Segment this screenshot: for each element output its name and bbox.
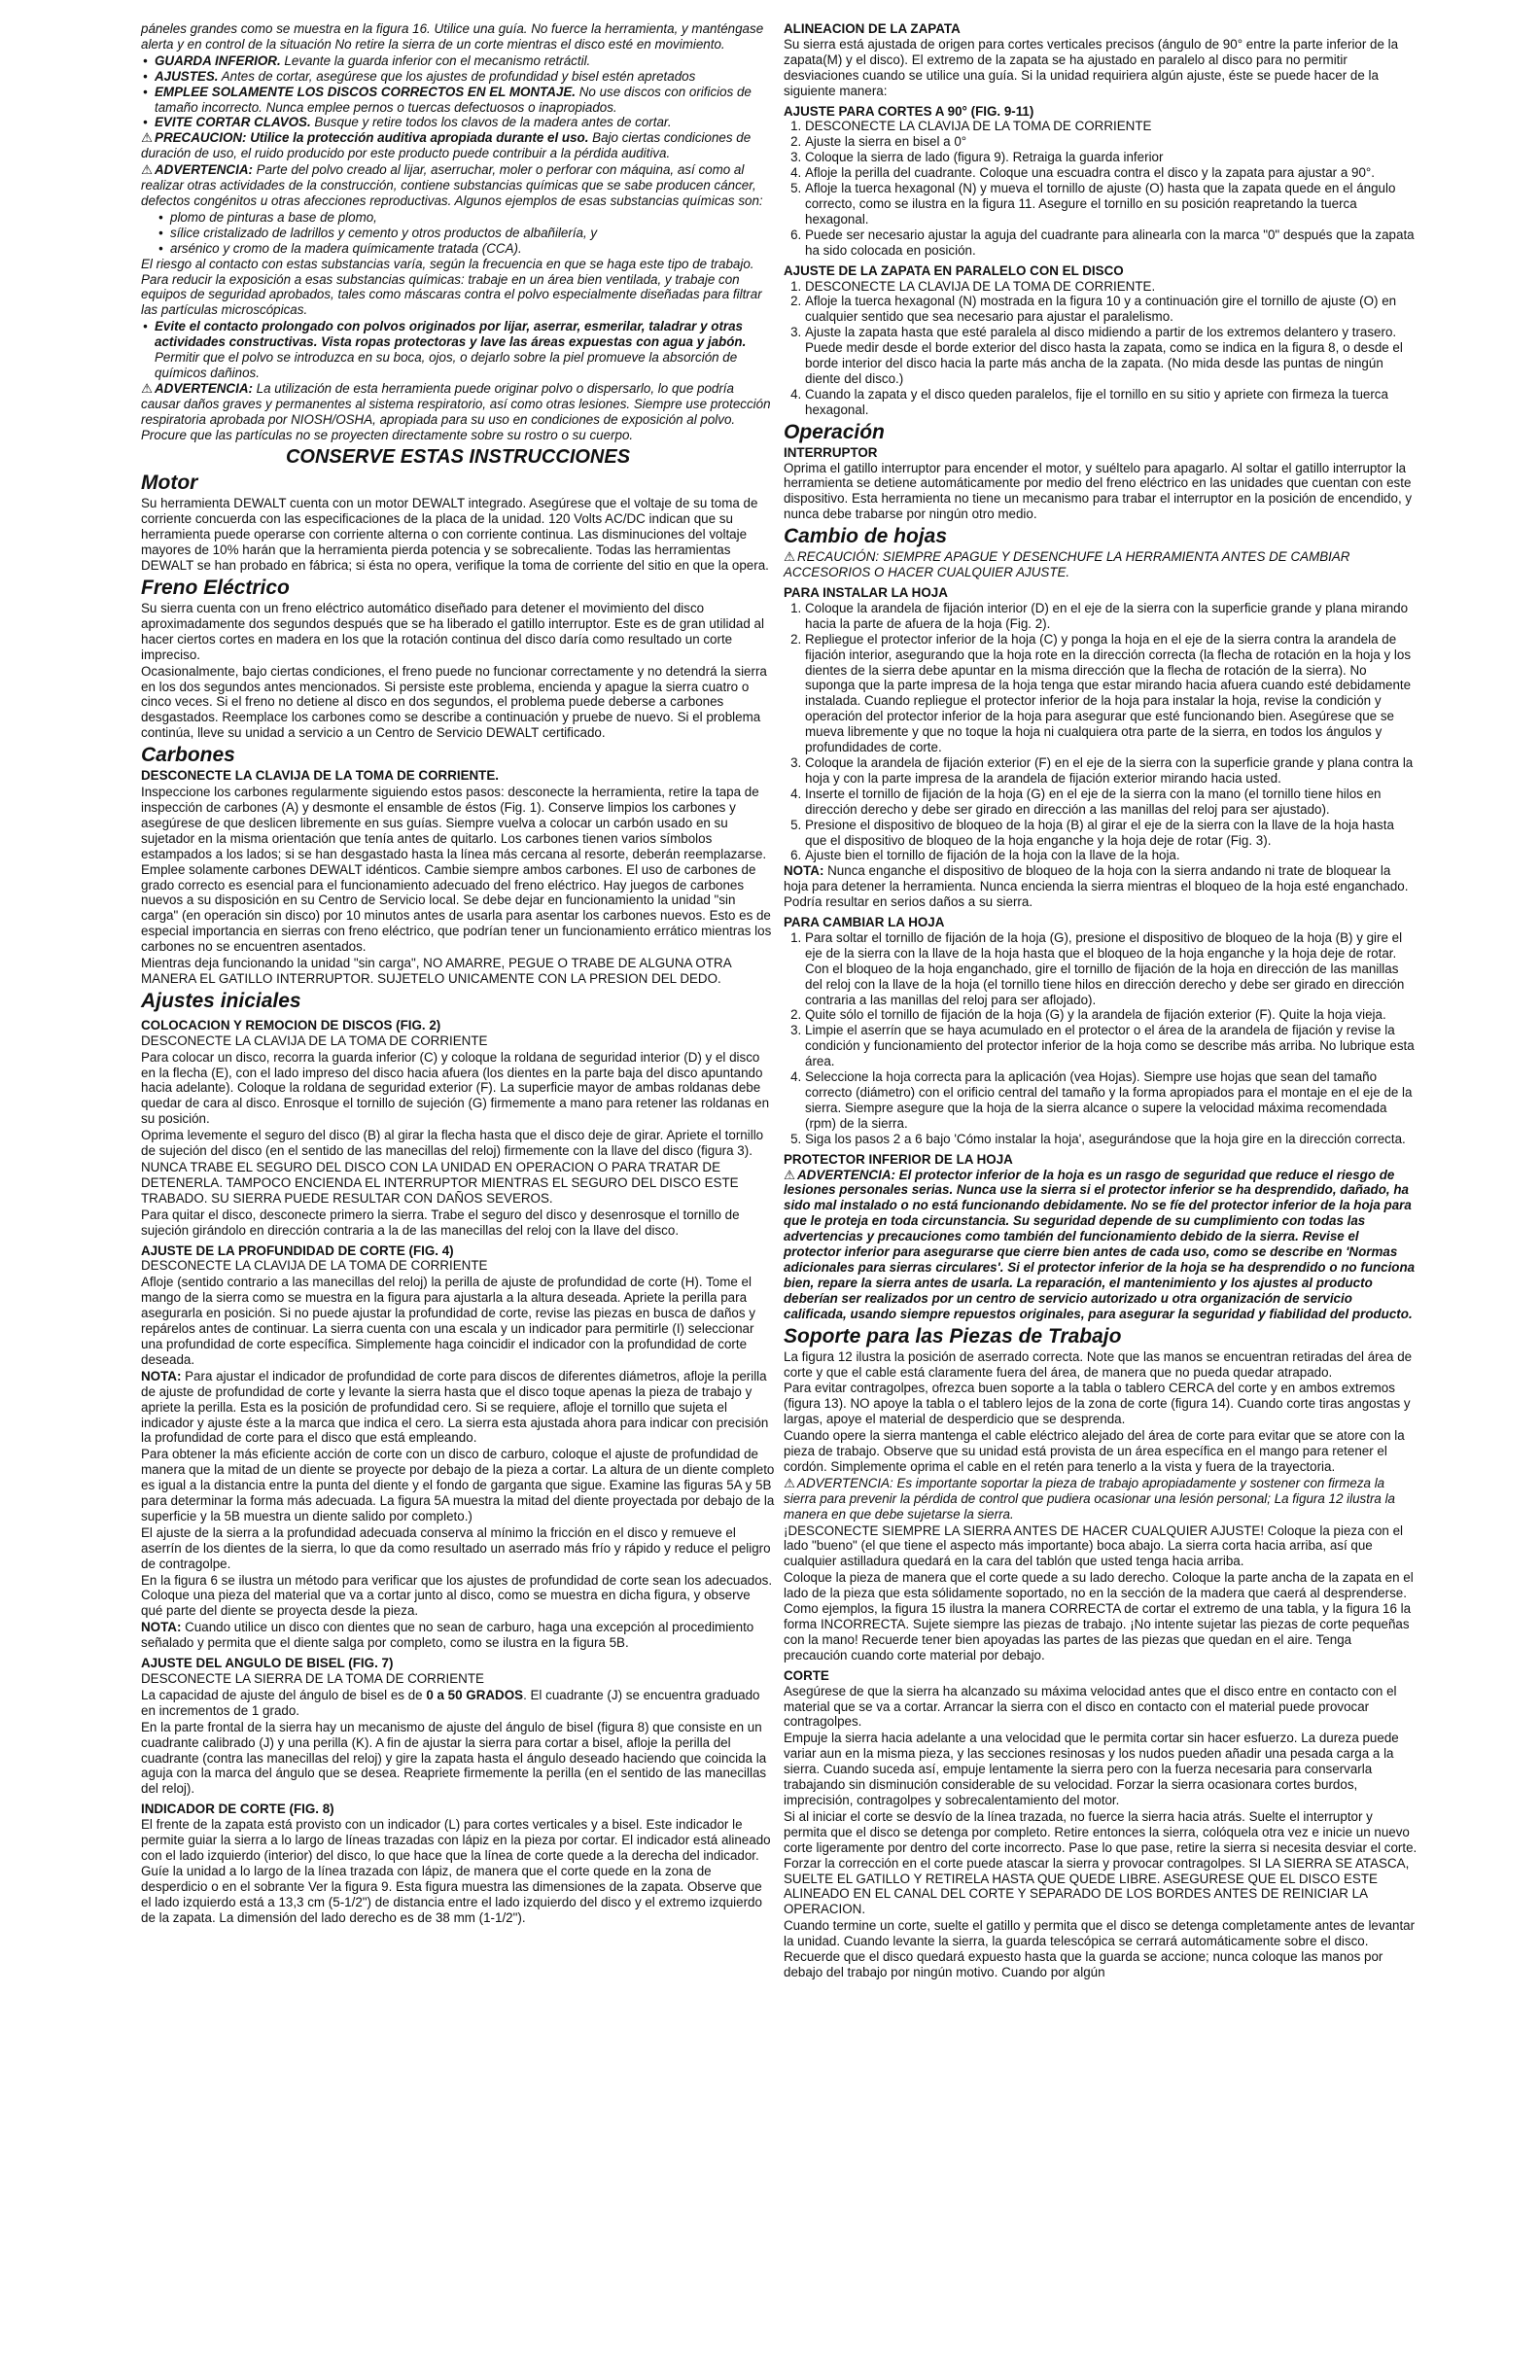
cut-indicator-p: El frente de la zapata está provisto con un indicador (L) para cortes verticales y a bisel. Este indicador le permite guiar la sierra a lo largo de líneas trazadas con lápiz en la pieza por cortar. El indicador está alineado con el lado izquierdo (interior) del disco, lo que hace que la línea de corte quede a la derecha del indicador. Guíe la unidad a lo largo de la línea trazada con lápiz, de manera que el corte quede en la zona de desperdicio o en el sobrante Ver la figura 9. Esta figura muestra las dimensiones de la zapata. Observe que el lado izquierdo está a 13,3 cm (5-1/2") de distancia entre el lado izquierdo del disco y el extremo izquierdo de la zapata. La dimensión del lado derecho es de 38 mm (1-1/2"). <box>141 1817 771 1925</box>
bullet-item: • AJUSTES. Antes de cortar, asegúrese que los ajustes de profundidad y bisel estén apretados <box>155 69 775 85</box>
brake-paragraph-1: Su sierra cuenta con un freno eléctrico automático diseñado para detener el movimiento del disco aproximadamente dos segundos después que se ha liberado el gatillo interruptor. Este es de gran utilidad al hacer ciertos cortes en madera en los que la rotación continua del disco daría como resultado un corte impreciso. <box>141 601 764 662</box>
left-column <box>141 21 775 1927</box>
depth-p2: Para obtener la más eficiente acción de corte con un disco de carburo, coloque el ajuste de profundidad de manera que la mitad de un diente se proyecte por debajo de la pieza a cortar. La altura de un diente completo es igual a la distancia entre la punta del diente y el fondo de garganta que sigue. Examine las figuras 5A y 5B para determinar la forma más adecuada. La figura 5A muestra la mitad del diente proyectada por debajo de la superficie y la 5B muestra un diente salido por completo.) <box>141 1447 775 1523</box>
depth-p4: En la figura 6 se ilustra un método para verificar que los ajustes de profundidad de corte sean los adecuados. Coloque una pieza del material que va a cortar junto al disco, como se muestra en dicha figura, y observe qué parte del diente se proyecta desde la pieza. <box>141 1572 773 1619</box>
operation-heading: Operación <box>784 420 885 443</box>
bullet-item: • GUARDA INFERIOR. Levante la guarda inferior con el mecanismo retráctil. <box>155 53 775 69</box>
depth-sub: DESCONECTE LA CLAVIJA DE LA TOMA DE CORRIENTE <box>141 1258 488 1274</box>
intro-continuation: páneles grandes como se muestra en la figura 16. Utilice una guía. No fuerce la herramienta, y manténgase alerta y en control de la situación No retire la sierra de un corte mientras el disco esté en movimiento. <box>141 21 764 52</box>
chemical-item: • plomo de pinturas a base de plomo, <box>170 210 775 226</box>
brushes-paragraph-2: Mientras deja funcionando la unidad "sin carga", NO AMARRE, PEGUE O TRABE DE ALGUNA OTRA MANERA EL GATILLO INTERRUPTOR. SUJETELO UNICAMENTE CON LA PRESION DEL DEDO. <box>141 956 731 986</box>
motor-heading: Motor <box>141 472 198 495</box>
list-item: 3. Ajuste la zapata hasta que esté paralela al disco midiendo a partir de los extremos delantero y trasero. Puede medir desde el borde exterior del disco hasta la zapata, como se indica en la figura 8, o desde el borde interior del disco hacia la parte más ancha de la zapata. (No mida desde las puntas de ningún diente del disco.) <box>805 325 1418 387</box>
list-item: 2. Afloje la tuerca hexagonal (N) mostrada en la figura 10 y a continuación gire el tornillo de ajuste (O) en cualquier sentido que sea necesario para ajustar el paralelismo. <box>805 294 1418 325</box>
list-item: 2. Quite sólo el tornillo de fijación de la hoja (G) y la arandela de fijación exterior (F). Quite la hoja vieja. <box>805 1007 1418 1023</box>
depth-p3: El ajuste de la sierra a la profundidad adecuada conserva al mínimo la fricción en el disco y remueve el aserrín de los dientes de la sierra, lo que da como resultado un aserrado más frío y rápido y reduce el peligro de contragolpe. <box>141 1524 771 1571</box>
chemical-list <box>141 210 775 257</box>
workpiece-support-heading: Soporte para las Piezas de Trabajo <box>784 1324 1122 1348</box>
list-item: 1. Coloque la arandela de fijación interior (D) en el eje de la sierra con la superficie grande y plana mirando hacia la parte de afuera de la hoja (Fig. 2). <box>805 601 1418 632</box>
list-item: 4. Inserte el tornillo de fijación de la hoja (G) en el eje de la sierra con la mano (el tornillo tiene hilos en dirección derecho y debe ser girado en dirección a las manillas del reloj para ser ajustado). <box>805 787 1418 818</box>
blade-install-p3: NUNCA TRABE EL SEGURO DEL DISCO CON LA UNIDAD EN OPERACION O PARA TRATAR DE DETENERLA. TAMPOCO ENCIENDA EL INTERRUPTOR MIENTRAS EL SEGURO DEL DISCO ESTE TRABADO. SU SIERRA PUEDE RESULTAR CON DAÑOS SEVEROS. <box>141 1160 739 1206</box>
shoe-alignment-p: Su sierra está ajustada de origen para cortes verticales precisos (ángulo de 90° entre la parte inferior de la zapata(M) y el disco). El extremo de la zapata se ha ajustado en paralelo al disco para no permitir desviaciones cuando se utilice una guía. Si la unidad requiriera algún ajuste, éste se puede hacer de la siguiente manera: <box>784 36 1399 98</box>
depth-note: NOTA: Para ajustar el indicador de profundidad de corte para discos de diferentes diámetros, afloje la perilla de ajuste de profundidad de corte y levante la sierra hasta que el disco toque apenas la pieza de trabajo y apriete la perilla. Esta es la posición de profundidad cero. Si se requiere, afloje el tornillo que sujeta el indicador y ajuste éste a la marca que indica el cero. La sierra esta ajustada ahora para indicar con precisión la profundidad de corte para el disco que está empleando. <box>141 1368 769 1446</box>
change-blade-heading: PARA CAMBIAR LA HOJA <box>784 915 945 930</box>
adjustments-heading: Ajustes iniciales <box>141 989 301 1012</box>
bevel-sub: DESCONECTE LA SIERRA DE LA TOMA DE CORRIENTE <box>141 1671 484 1686</box>
switch-heading: INTERRUPTOR <box>784 444 878 460</box>
cutting-heading: CORTE <box>784 1667 829 1683</box>
bevel-p1: La capacidad de ajuste del ángulo de bisel es de 0 a 50 GRADOS. El cuadrante (J) se encuentra graduado en incrementos de 1 grado. <box>141 1687 760 1718</box>
list-item: 2. Ajuste la sierra en bisel a 0° <box>805 134 1418 150</box>
list-item: 4. Afloje la perilla del cuadrante. Coloque una escuadra contra el disco y la zapata para ajustar a 90°. <box>805 165 1418 181</box>
list-item: 1. Para soltar el tornillo de fijación de la hoja (G), presione el dispositivo de bloqueo de la hoja (B) y gire el eje de la sierra con la llave de la hoja hasta que el bloqueo de la hoja enganche y la hoja deje de rotar. Con el bloqueo de la hoja enganchado, gire el tornillo de fijación de la hoja en dirección de las manillas del reloj con la llave de la hoja (el tornillo tiene hilos en dirección derecho y debe ser girado en dirección contraria a las manillas del reloj para ser aflojado). <box>805 930 1418 1008</box>
lower-guard-warning: ⚠ ADVERTENCIA: El protector inferior de la hoja es un rasgo de seguridad que reduce el riesgo de lesiones personales serias. Nunca use la sierra si el protector inferior se ha desprendido, dañado, ha sido mal instalado o no está funcionando debidamente. No se fíe del protector inferior de la hoja para que le proteja en toda circunstancia. Su seguridad depende de su cumplimiento con todas las advertencias y precauciones como también del funcionamiento debido de la sierra. Revise el protector inferior para asegurarse que cierre bien antes de cada uso, como se describe en 'Normas adicionales para sierras circulares'. Si el protector inferior de la hoja se ha desprendido o no funciona bien, repare la sierra antes de usarla. La reparación, el mantenimiento y los ajustes al producto deberían ser realizados por un centro de servicio autorizado u otra organización de servicio calificada, usando siempre repuestos originales, para asegurar la seguridad y fiabilidad del producto. <box>784 1168 1418 1322</box>
cutting-p3: Si al iniciar el corte se desvío de la línea trazada, no fuerce la sierra hacia atrás. Suelte el interruptor y permita que el disco se detenga por completo. Retire entonces la sierra, colóquela otra vez e inicie un nuevo corte ligeramente por dentro del corte incorrecto. Pase lo que pase, retire la sierra si necesita desviar el corte. Forzar la corrección en el corte puede atascar la sierra y provocar contragolpes. SI LA SIERRA SE ATASCA, SUELTE EL GATILLO Y RETIRELA HASTA QUE QUEDE LIBRE. ASEGURESE QUE EL DISCO ESTE ALINEADO EN EL CANAL DEL CORTE Y SEPARADO DE LOS BORDES ANTES DE REINICIAR LA OPERACION. <box>784 1808 1418 1917</box>
warning-icon-precaucion: ⚠ PRECAUCION: Utilice la protección auditiva apropiada durante el uso. <box>141 130 588 145</box>
list-item: 6. Puede ser necesario ajustar la aguja del cuadrante para alinearla con la marca "0" después que la zapata ha sido colocada en posición. <box>805 228 1418 259</box>
support-p4: ¡DESCONECTE SIEMPRE LA SIERRA ANTES DE HACER CUALQUIER AJUSTE! Coloque la pieza con el lado "bueno" (el que tiene el aspecto más importante) boca abajo. La sierra corta hacia arriba, así que cualquier astilladura quedará en la cara del tablón que usted tenga hacia arriba. <box>784 1522 1404 1569</box>
warning-paragraph-2: ⚠ ADVERTENCIA: La utilización de esta herramienta puede originar polvo o dispersarlo, lo que podría causar daños graves y permanentes al sistema respiratorio, así como otras lesiones. Siempre use protección respiratoria aprobada por NIOSH/OSHA, apropiada para su uso en condiciones de exposición al polvo. Procure que las partículas no se proyecten directamente sobre su rostro o su cuerpo. <box>141 381 775 443</box>
blade-install-p4: Para quitar el disco, desconecte primero la sierra. Trabe el seguro del disco y desenrosque el tornillo de sujeción girándolo en dirección contraria a la de las manecillas del reloj con la llave del disco. <box>141 1207 740 1238</box>
depth-p1: Afloje (sentido contrario a las manecillas del reloj) la perilla de ajuste de profundidad de corte (H). Tome el mango de la sierra como se muestra en la figura para ajustarla a la altura deseada. Apriete la perilla para asegurarla en posición. Si no puede ajustar la profundidad de corte, revise las piezas en busca de daños y repárelos antes de continuar. La sierra cuenta con una escala y un indicador para permitirle (I) seleccionar una profundidad de corte específica. Simplemente haga coincidir el indicador con la profundidad de corte deseada. <box>141 1275 755 1367</box>
adjust-90-steps <box>784 119 1418 258</box>
list-item: 1. DESCONECTE LA CLAVIJA DE LA TOMA DE CORRIENTE. <box>805 279 1418 295</box>
chemical-item: • arsénico y cromo de la madera químicamente tratada (CCA). <box>170 241 775 257</box>
brushes-heading: Carbones <box>141 744 235 767</box>
shoe-alignment-heading: ALINEACION DE LA ZAPATA <box>784 21 961 36</box>
depth-heading: AJUSTE DE LA PROFUNDIDAD DE CORTE (FIG. 4) <box>141 1242 454 1258</box>
warning-icon-adv1: ⚠ ADVERTENCIA: <box>141 162 253 177</box>
list-item: 4. Cuando la zapata y el disco queden paralelos, fije el tornillo en su sitio y apriete con firmeza la tuerca hexagonal. <box>805 387 1418 418</box>
blade-install-p2: Oprima levemente el seguro del disco (B) al girar la flecha hasta que el disco deje de girar. Apriete el tornillo de sujeción del disco (en el sentido de las manecillas del reloj) firmemente con la llave del disco (figura 3). <box>141 1128 764 1159</box>
chemical-item: • sílice cristalizado de ladrillos y cemento y otros productos de albañilería, y <box>170 226 775 241</box>
lower-guard-heading: PROTECTOR INFERIOR DE LA HOJA <box>784 1151 1013 1167</box>
install-blade-heading: PARA INSTALAR LA HOJA <box>784 585 948 600</box>
motor-paragraph: Su herramienta DEWALT cuenta con un motor DEWALT integrado. Asegúrese que el voltaje de su toma de corriente concuerda con las especificaciones de la placa de la unidad. 120 Volts AC/DC indican que su herramienta puede operarse con corriente alterna o con corriente continua. Las disminuciones del voltaje mayores de 10% harán que la herramienta pierda potencia y se sobrecaliente. Todas las herramientas DEWALT se han probado en fábrica; si ésta no opera, verifique la toma de corriente del sitio en que la opera. <box>141 496 769 574</box>
bullet-item: • EVITE CORTAR CLAVOS. Busque y retire todos los clavos de la madera antes de cortar. <box>155 115 775 130</box>
cutting-p1: Asegúrese de que la sierra ha alcanzado su máxima velocidad antes que el disco entre en contacto con el material que se va a cortar. Arrancar la sierra con el disco en contacto con el material puede provocar contragolpes. <box>784 1683 1397 1730</box>
list-item: 6. Ajuste bien el tornillo de fijación de la hoja con la llave de la hoja. <box>805 848 1418 863</box>
support-p2: Para evitar contragolpes, ofrezca buen soporte a la tabla o tablero CERCA del corte y en ambos extremos (figura 13). NO apoye la tabla o el tablero lejos de la zona de corte (figura 14). Cuando corte tiras angostas y largas, apoye el material de desperdicio que se desprenda. <box>784 1381 1411 1427</box>
install-blade-steps <box>784 601 1418 863</box>
brushes-paragraph-1: Inspeccione los carbones regularmente siguiendo estos pasos: desconecte la herramienta, retire la tapa de inspección de carbones (A) y desmonte el ensamble de éstos (Fig. 1). Conserve limpios los carbones y asegúrese de que deslicen libremente en sus guías. Siempre vuelva a colocar un carbón usado en su sujetador en la misma orientación que tenía antes de quitarlo. Los carbones tienen varios símbolos estampados a los lados; si se han desgastado hasta la línea más cercana al resorte, deberán reemplazarse. Emplee solamente carbones DEWALT idénticos. Cambie siempre ambos carbones. El uso de carbones de grado correcto es esencial para el funcionamiento adecuado del freno eléctrico. Hay juegos de carbones nuevos a su disposición en su Centro de Servicio local. Se debe dejar en funcionamiento la unidad "sin carga" (en operación sin disco) por 10 minutos antes de usarla para asentar los carbones nuevos. Esto es de especial importancia en sierras con freno eléctrico, que podrían tener un funcionamiento errático mientras los carbones no se encuentren asentados. <box>141 785 772 955</box>
precaution-paragraph: ⚠ PRECAUCION: Utilice la protección auditiva apropiada durante el uso. Bajo ciertas condiciones de duración de uso, el ruido producido por este producto puede contribuir a la pérdida auditiva. <box>141 130 775 161</box>
list-item: 3. Coloque la sierra de lado (figura 9). Retraiga la guarda inferior <box>805 150 1418 165</box>
right-column <box>784 21 1418 1981</box>
brake-heading: Freno Eléctrico <box>141 577 290 599</box>
parallel-heading: AJUSTE DE LA ZAPATA EN PARALELO CON EL DISCO <box>784 262 1124 278</box>
install-note: NOTA: Nunca enganche el dispositivo de bloqueo de la hoja con la sierra andando ni trate de bloquear la hoja para detener la herramienta. Nunca encienda la sierra mientras el bloqueo de la hoja esté enganchado. Podría resultar en serios daños a su sierra. <box>784 863 1409 910</box>
blade-install-heading: COLOCACION Y REMOCION DE DISCOS (FIG. 2) <box>141 1017 441 1032</box>
list-item: 4. Seleccione la hoja correcta para la aplicación (vea Hojas). Siempre use hojas que sean del tamaño correcto (diámetro) con el orificio central del tamaño y la forma apropiados para el montaje en el eje de la sierra. Siempre asegure que la hoja de la sierra alcance o supere la velocidad máxima recomendada (rpm) de la sierra. <box>805 1069 1418 1132</box>
risk-paragraph: El riesgo al contacto con estas substancias varía, según la frecuencia en que se haga este tipo de trabajo. Para reducir la exposición a esas substancias químicas: trabaje en un área bien ventilada, y trabaje con equipos de seguridad aprobados, tales como máscaras contra el polvo especialmente diseñadas para filtrar las partículas microscópicas. <box>141 256 762 318</box>
bevel-heading: AJUSTE DEL ANGULO DE BISEL (FIG. 7) <box>141 1656 394 1671</box>
list-item: 5. Afloje la tuerca hexagonal (N) y mueva el tornillo de ajuste (O) hasta que la zapata quede en el ángulo correcto, como se ilustra en la figura 11. Asegure el tornillo en su posición reapretando la tuerca hexagonal. <box>805 181 1418 228</box>
avoid-bullet <box>141 319 775 381</box>
list-item: 5. Presione el dispositivo de bloqueo de la hoja (B) al girar el eje de la sierra con la llave de la hoja hasta que el dispositivo de bloqueo de la hoja enganche y la hoja deje de rotar (Fig. 3). <box>805 818 1418 849</box>
blade-install-sub: DESCONECTE LA CLAVIJA DE LA TOMA DE CORRIENTE <box>141 1032 488 1048</box>
conserve-heading: CONSERVE ESTAS INSTRUCCIONES <box>285 446 631 469</box>
bullet-item: • EMPLEE SOLAMENTE LOS DISCOS CORRECTOS EN EL MONTAJE. No use discos con orificios de tamaño incorrecto. Nunca emplee pernos o tuercas defectuosos o inapropiados. <box>155 85 775 116</box>
cutting-p4: Cuando termine un corte, suelte el gatillo y permita que el disco se detenga completamente antes de levantar la unidad. Cuando levante la sierra, la guarda telescópica se cerrará automáticamente sobre el disco. Recuerde que el disco quedará expuesto hasta que la guarda se accione; nunca coloque las manos por debajo del trabajo por ningún motivo. Cuando por algún <box>784 1918 1416 1979</box>
cutting-p2: Empuje la sierra hacia adelante a una velocidad que le permita cortar sin hacer esfuerzo. La dureza puede variar aun en la misma pieza, y las secciones resinosas y los nudos pueden añadir una pesada carga a la sierra. Cuando suceda así, empuje lentamente la sierra pero con la fuerza necesaria para conservarla trabajando sin disminución considerable de su velocidad. Forzar la sierra ocasionara cortes burdos, imprecisión, contragolpes y sobrecalentamiento del motor. <box>784 1731 1399 1807</box>
warning-icon-adv2: ⚠ ADVERTENCIA: <box>141 381 253 396</box>
switch-p: Oprima el gatillo interruptor para encender el motor, y suéltelo para apagarlo. Al soltar el gatillo interruptor la herramienta se detiene automáticamente por medio del freno eléctrico en las unidades que cuentan con este dispositivo. Esta herramienta no tiene un mecanismo para trabar el interruptor en la posición de encendido, y nunca debe trabarse por ningún otro medio. <box>784 460 1413 522</box>
parallel-steps <box>784 279 1418 418</box>
support-warning: ⚠ ADVERTENCIA: Es importante soportar la pieza de trabajo apropiadamente y sostener con firmeza la sierra para prevenir la pérdida de control que pudiera ocasionar una lesión personal; La figura 12 ilustra la manera en que debe sujetarse la sierra. <box>784 1476 1418 1522</box>
list-item: 1. DESCONECTE LA CLAVIJA DE LA TOMA DE CORRIENTE <box>805 119 1418 134</box>
brake-paragraph-2: Ocasionalmente, bajo ciertas condiciones, el freno puede no funcionar correctamente y no detendrá la sierra en los dos segundos antes mencionados. Si persiste este problema, encienda y apague la sierra cuatro o cinco veces. Si el freno no detiene al disco en dos segundos, el problema puede deberse a carbones desgastados. Reemplace los carbones como se describe a continuación y pruebe de nuevo. Si el problema continúa, lleve su unidad a servicio a un Centro de Servicio DEWALT certificado. <box>141 663 767 741</box>
support-p3: Cuando opere la sierra mantenga el cable eléctrico alejado del área de corte para evitar que se atore con la pieza de trabajo. Observe que su unidad está provista de un área específica en el mango para retener el cordón. Simplemente oprima el cable en el retén para tenerlo a la vista y fuera de la trayectoria. <box>784 1428 1405 1474</box>
brushes-subheading: DESCONECTE LA CLAVIJA DE LA TOMA DE CORRIENTE. <box>141 768 500 784</box>
list-item: 3. Coloque la arandela de fijación exterior (F) en el eje de la sierra con la superficie grande y plana contra la hoja y con la parte impresa de la arandela de fijación exterior mirando hacia usted. <box>805 755 1418 787</box>
warning-paragraph-1: ⚠ ADVERTENCIA: Parte del polvo creado al lijar, aserruchar, moler o perforar con máquina, así como al realizar otras actividades de la construcción, contiene substancias químicas que se sabe producen cáncer, defectos congénitos u otras afecciones reproductivas. Algunos ejemplos de esas substancias químicas son: <box>141 162 775 209</box>
list-item: 3. Limpie el aserrín que se haya acumulado en el protector o el área de la arandela de fijación y revise la condición y funcionamiento del protector inferior de la hoja como se describe más arriba. No lubrique esta área. <box>805 1023 1418 1069</box>
adjust-90-heading: AJUSTE PARA CORTES A 90° (FIG. 9-11) <box>784 103 1034 119</box>
blade-install-p1: Para colocar un disco, recorra la guarda inferior (C) y coloque la roldana de seguridad interior (D) y el disco en la flecha (E), con el lado impreso del disco hacia afuera (los dientes en la parte baja del disco apuntando hacia adelante). Coloque la roldana de seguridad exterior (F). La superficie mayor de ambas roldanas debe quedar de cara al disco. Enrosque el tornillo de sujeción (G) firmemente a mano para retener las roldanas en su posición. <box>141 1049 770 1127</box>
change-blade-steps <box>784 930 1418 1147</box>
support-p5: Coloque la pieza de manera que el corte quede a su lado derecho. Coloque la parte ancha de la zapata en el lado de la pieza que esta sólidamente soportado, no en la sección de la madera que caerá al desprenderse. Como ejemplos, la figura 15 ilustra la manera CORRECTA de cortar el extremo de una tabla, y la figura 16 la forma INCORRECTA. Sujete siempre las piezas de trabajo. ¡No intente sujetar las piezas de corte pequeñas con la mano! Recuerde tener bien apoyadas las partes de las piezas que quedan en el aire. Tenga precaución cuando corte material por debajo. <box>784 1570 1414 1662</box>
list-item: 2. Repliegue el protector inferior de la hoja (C) y ponga la hoja en el eje de la sierra contra la arandela de fijación interior, asegurando que la hoja rote en la dirección correcta (la flecha de rotación en la hoja y los dientes de la sierra debe apuntar en la misma dirección que la flecha de rotación de la sierra). No suponga que la parte impresa de la hoja tenga que estar mirando hacia afuera cuando esté debidamente instalada. Cuando repliegue el protector inferior de la hoja para instalar la hoja, revise la condición y operación del protector inferior de la hoja para asegurar que esté funcionando bien. Asegúrese que se mueva libremente y que no toque la hoja ni cualquiera otra parte de la sierra, en todos los ángulos y profundidades de corte. <box>805 632 1418 755</box>
bevel-p2: En la parte frontal de la sierra hay un mecanismo de ajuste del ángulo de bisel (figura 8) que consiste en un cuadrante calibrado (J) y una perilla (K). A fin de ajustar la sierra para cortar a bisel, afloje la perilla del cuadrante (contra las manecillas del reloj) y gire la zapata hasta el ángulo deseado haciendo que coincida la aguja con la marca del ángulo que se desea. Reapriete firmemente la perilla (en el sentido de las manecillas del reloj). <box>141 1719 767 1797</box>
safety-bullets <box>141 53 775 131</box>
cut-indicator-heading: INDICADOR DE CORTE (FIG. 8) <box>141 1802 334 1817</box>
support-p1: La figura 12 ilustra la posición de aserrado correcta. Note que las manos se encuentran retiradas del área de corte y que el cable está claramente fuera del área, de manera que no pueda quedar atrapado. <box>784 1348 1413 1380</box>
depth-note-2: NOTA: Cuando utilice un disco con dientes que no sean de carburo, haga una excepción al procedimiento señalado y permita que el diente salga por completo, como se ilustra en la figura 5B. <box>141 1620 754 1651</box>
list-item: 5. Siga los pasos 2 a 6 bajo 'Cómo instalar la hoja', asegurándose que la hoja gire en la dirección correcta. <box>805 1132 1418 1147</box>
bullet-item: • Evite el contacto prolongado con polvos originados por lijar, aserrar, esmerilar, taladrar y otras actividades constructivas. Vista ropas protectoras y lave las áreas expuestas con agua y jabón. Permitir que el polvo se introduzca en su boca, ojos, o dejarlo sobre la piel promueve la absorción de químicos dañinos. <box>155 319 775 381</box>
blade-change-heading: Cambio de hojas <box>784 525 948 548</box>
blade-change-warning: ⚠ RECAUCIÓN: SIEMPRE APAGUE Y DESENCHUFE LA HERRAMIENTA ANTES DE CAMBIAR ACCESORIOS O HACER CUALQUIER AJUSTE. <box>784 549 1418 580</box>
